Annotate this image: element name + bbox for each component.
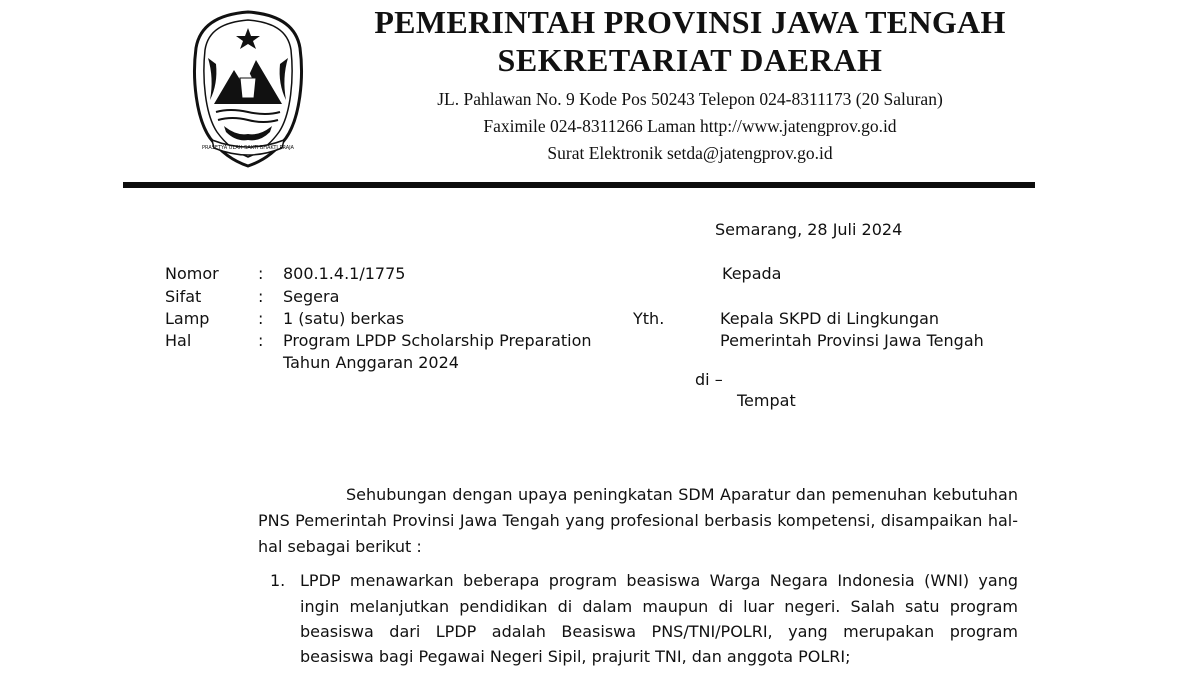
recipient-name: Kepala SKPD di Lingkungan: [720, 309, 940, 328]
agency-unit: SEKRETARIAT DAERAH: [497, 42, 883, 78]
list-item-line: beasiswa bagi Pegawai Negeri Sipil, prajurit TNI, dan anggota POLRI;: [300, 647, 851, 666]
meta-colon: :: [258, 309, 264, 328]
list-item-line: beasiswa dari LPDP adalah Beasiswa PNS/TNI/POLRI, yang merupakan program: [300, 622, 1018, 641]
logo-motto: PRASETYA ULAH SAKTI BHAKTI PRAJA: [202, 145, 294, 151]
recipient-kepada: Kepada: [722, 264, 782, 283]
meta-label: Hal: [165, 331, 192, 350]
email-line: Surat Elektronik setda@jatengprov.go.id: [547, 143, 833, 163]
letter-subject: Program LPDP Scholarship Preparation: [283, 331, 592, 350]
meta-colon: :: [258, 331, 264, 350]
recipient-salutation: Yth.: [633, 309, 665, 328]
place-date: Semarang, 28 Juli 2024: [715, 220, 903, 239]
meta-label: Nomor: [165, 264, 219, 283]
letter-nature: Segera: [283, 287, 340, 306]
meta-label: Lamp: [165, 309, 210, 328]
agency-name: PEMERINTAH PROVINSI JAWA TENGAH: [374, 4, 1006, 40]
letterhead-divider: [123, 182, 1035, 188]
meta-label: Sifat: [165, 287, 202, 306]
contact-line: Faximile 024-8311266 Laman http://www.jatengprov.go.id: [483, 116, 897, 136]
recipient-place: Tempat: [737, 391, 796, 410]
list-number: 1.: [270, 571, 286, 590]
meta-colon: :: [258, 264, 264, 283]
meta-colon: :: [258, 287, 264, 306]
recipient-org: Pemerintah Provinsi Jawa Tengah: [720, 331, 984, 350]
letter-attachment: 1 (satu) berkas: [283, 309, 405, 328]
intro-paragraph: Sehubungan dengan upaya peningkatan SDM Aparatur dan pemenuhan kebutuhan PNS Pemerintah Provinsi Jawa Tengah yang profesional berbasis kompetensi, disampaikan hal-hal sebagai berikut :: [258, 485, 1018, 556]
list-item-line: ingin melanjutkan pendidikan di dalam maupun di luar negeri. Salah satu program: [300, 597, 1018, 616]
list-item-line: LPDP menawarkan beberapa program beasiswa Warga Negara Indonesia (WNI) yang: [300, 571, 1018, 590]
recipient-di: di –: [695, 370, 723, 389]
letter-number: 800.1.4.1/1775: [283, 264, 406, 283]
provincial-coat-of-arms-icon: [190, 8, 306, 168]
letter-subject-cont: Tahun Anggaran 2024: [283, 353, 459, 372]
address-line: JL. Pahlawan No. 9 Kode Pos 50243 Telepon 024-8311173 (20 Saluran): [437, 89, 943, 109]
